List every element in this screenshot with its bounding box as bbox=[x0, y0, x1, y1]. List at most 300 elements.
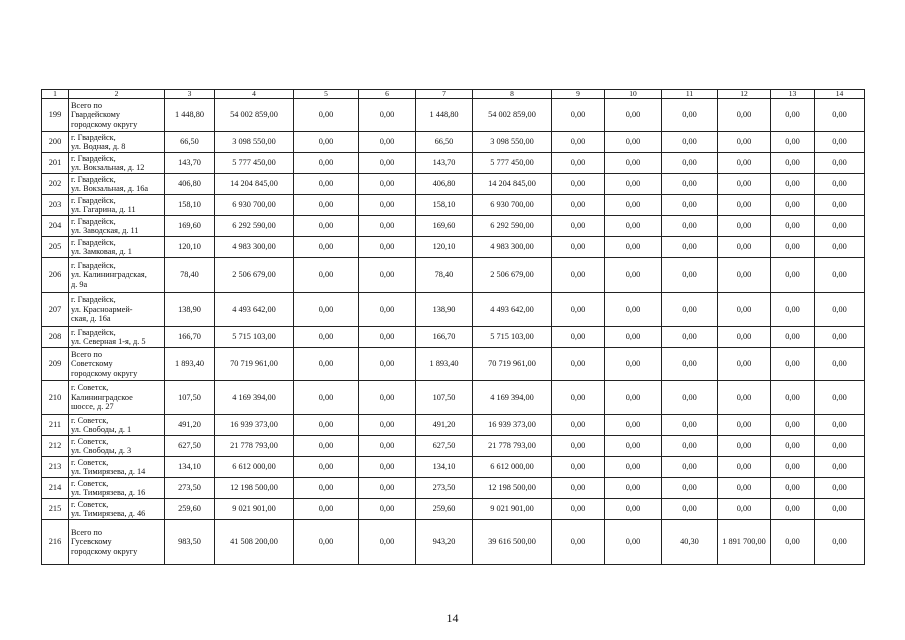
value-cell-c3: 273,50 bbox=[165, 478, 215, 499]
value-cell-c7: 169,60 bbox=[416, 216, 473, 237]
value-cell-c8: 4 493 642,00 bbox=[473, 293, 552, 327]
value-cell-c5: 0,00 bbox=[294, 499, 359, 520]
address-line: ул. Тимирязева, д. 16 bbox=[71, 488, 146, 497]
value-cell-c14: 0,00 bbox=[815, 174, 865, 195]
value-cell-c14: 0,00 bbox=[815, 153, 865, 174]
value-cell-c5: 0,00 bbox=[294, 327, 359, 348]
address-line: ул. Заводская, д. 11 bbox=[71, 226, 139, 235]
value-cell-c11: 40,30 bbox=[662, 520, 718, 565]
value-cell-c3: 120,10 bbox=[165, 237, 215, 258]
table-row bbox=[42, 195, 865, 216]
value-cell-c3: 1 893,40 bbox=[165, 348, 215, 381]
value-cell-c6: 0,00 bbox=[359, 499, 416, 520]
value-cell-c6: 0,00 bbox=[359, 153, 416, 174]
value-cell-c7: 1 893,40 bbox=[416, 348, 473, 381]
value-cell-c12: 0,00 bbox=[718, 216, 771, 237]
value-cell-c11: 0,00 bbox=[662, 457, 718, 478]
value-cell-c12: 0,00 bbox=[718, 327, 771, 348]
value-cell-c14: 0,00 bbox=[815, 327, 865, 348]
value-cell-c12: 0,00 bbox=[718, 174, 771, 195]
value-cell-c3: 134,10 bbox=[165, 457, 215, 478]
value-cell-c12: 1 891 700,00 bbox=[718, 520, 771, 565]
value-cell-c10: 0,00 bbox=[605, 436, 662, 457]
value-cell-c10: 0,00 bbox=[605, 478, 662, 499]
value-cell-c10: 0,00 bbox=[605, 258, 662, 293]
address-cell bbox=[69, 415, 165, 436]
value-cell-c10: 0,00 bbox=[605, 132, 662, 153]
table-row bbox=[42, 216, 865, 237]
value-cell-c5: 0,00 bbox=[294, 478, 359, 499]
row-number-cell: 216 bbox=[42, 520, 69, 565]
value-cell-c9: 0,00 bbox=[552, 216, 605, 237]
column-header: 13 bbox=[771, 90, 815, 99]
column-header: 3 bbox=[165, 90, 215, 99]
value-cell-c13: 0,00 bbox=[771, 237, 815, 258]
value-cell-c13: 0,00 bbox=[771, 499, 815, 520]
value-cell-c8: 5 777 450,00 bbox=[473, 153, 552, 174]
value-cell-c14: 0,00 bbox=[815, 237, 865, 258]
value-cell-c4: 14 204 845,00 bbox=[215, 174, 294, 195]
address-line: ул. Гагарина, д. 11 bbox=[71, 205, 136, 214]
address-line: ул. Свободы, д. 3 bbox=[71, 446, 132, 455]
value-cell-c7: 138,90 bbox=[416, 293, 473, 327]
value-cell-c6: 0,00 bbox=[359, 436, 416, 457]
value-cell-c8: 12 198 500,00 bbox=[473, 478, 552, 499]
value-cell-c6: 0,00 bbox=[359, 415, 416, 436]
address-line: ул. Калининградская, bbox=[71, 270, 147, 280]
address-cell bbox=[69, 258, 165, 293]
value-cell-c4: 70 719 961,00 bbox=[215, 348, 294, 381]
value-cell-c7: 166,70 bbox=[416, 327, 473, 348]
column-header: 4 bbox=[215, 90, 294, 99]
address-cell bbox=[69, 216, 165, 237]
value-cell-c6: 0,00 bbox=[359, 478, 416, 499]
value-cell-c7: 78,40 bbox=[416, 258, 473, 293]
value-cell-c9: 0,00 bbox=[552, 327, 605, 348]
row-number-cell: 208 bbox=[42, 327, 69, 348]
value-cell-c10: 0,00 bbox=[605, 381, 662, 415]
value-cell-c12: 0,00 bbox=[718, 195, 771, 216]
value-cell-c12: 0,00 bbox=[718, 293, 771, 327]
value-cell-c6: 0,00 bbox=[359, 174, 416, 195]
value-cell-c4: 54 002 859,00 bbox=[215, 99, 294, 132]
table-row bbox=[42, 237, 865, 258]
value-cell-c3: 158,10 bbox=[165, 195, 215, 216]
row-number-cell: 202 bbox=[42, 174, 69, 195]
value-cell-c12: 0,00 bbox=[718, 381, 771, 415]
value-cell-c13: 0,00 bbox=[771, 348, 815, 381]
value-cell-c11: 0,00 bbox=[662, 436, 718, 457]
value-cell-c4: 4 983 300,00 bbox=[215, 237, 294, 258]
value-cell-c5: 0,00 bbox=[294, 457, 359, 478]
value-cell-c11: 0,00 bbox=[662, 293, 718, 327]
table-row bbox=[42, 258, 865, 293]
value-cell-c11: 0,00 bbox=[662, 381, 718, 415]
value-cell-c9: 0,00 bbox=[552, 436, 605, 457]
value-cell-c14: 0,00 bbox=[815, 132, 865, 153]
value-cell-c12: 0,00 bbox=[718, 153, 771, 174]
value-cell-c9: 0,00 bbox=[552, 132, 605, 153]
value-cell-c6: 0,00 bbox=[359, 520, 416, 565]
address-cell bbox=[69, 436, 165, 457]
value-cell-c11: 0,00 bbox=[662, 195, 718, 216]
table-row bbox=[42, 327, 865, 348]
value-cell-c14: 0,00 bbox=[815, 258, 865, 293]
address-cell bbox=[69, 381, 165, 415]
value-cell-c5: 0,00 bbox=[294, 216, 359, 237]
address-cell bbox=[69, 327, 165, 348]
value-cell-c14: 0,00 bbox=[815, 293, 865, 327]
address-line: Гусевскому bbox=[71, 537, 112, 547]
address-line: ул. Вокзальная, д. 12 bbox=[71, 163, 145, 172]
value-cell-c4: 5 777 450,00 bbox=[215, 153, 294, 174]
value-cell-c4: 9 021 901,00 bbox=[215, 499, 294, 520]
value-cell-c7: 627,50 bbox=[416, 436, 473, 457]
value-cell-c8: 5 715 103,00 bbox=[473, 327, 552, 348]
column-header: 1 bbox=[42, 90, 69, 99]
value-cell-c10: 0,00 bbox=[605, 216, 662, 237]
value-cell-c7: 273,50 bbox=[416, 478, 473, 499]
value-cell-c10: 0,00 bbox=[605, 499, 662, 520]
value-cell-c5: 0,00 bbox=[294, 99, 359, 132]
value-cell-c9: 0,00 bbox=[552, 415, 605, 436]
value-cell-c6: 0,00 bbox=[359, 237, 416, 258]
value-cell-c11: 0,00 bbox=[662, 153, 718, 174]
value-cell-c6: 0,00 bbox=[359, 327, 416, 348]
value-cell-c3: 66,50 bbox=[165, 132, 215, 153]
address-line: г. Гвардейск, bbox=[71, 295, 116, 305]
value-cell-c5: 0,00 bbox=[294, 258, 359, 293]
value-cell-c5: 0,00 bbox=[294, 153, 359, 174]
value-cell-c9: 0,00 bbox=[552, 520, 605, 565]
column-header: 14 bbox=[815, 90, 865, 99]
address-line: Всего по bbox=[71, 349, 103, 359]
column-number-row bbox=[42, 90, 865, 99]
address-cell bbox=[69, 457, 165, 478]
column-header: 5 bbox=[294, 90, 359, 99]
value-cell-c6: 0,00 bbox=[359, 216, 416, 237]
value-cell-c8: 6 930 700,00 bbox=[473, 195, 552, 216]
value-cell-c5: 0,00 bbox=[294, 195, 359, 216]
value-cell-c13: 0,00 bbox=[771, 99, 815, 132]
value-cell-c10: 0,00 bbox=[605, 153, 662, 174]
value-cell-c11: 0,00 bbox=[662, 415, 718, 436]
value-cell-c3: 107,50 bbox=[165, 381, 215, 415]
value-cell-c11: 0,00 bbox=[662, 478, 718, 499]
address-line: г. Советск, bbox=[71, 436, 109, 446]
value-cell-c13: 0,00 bbox=[771, 216, 815, 237]
address-cell bbox=[69, 237, 165, 258]
value-cell-c10: 0,00 bbox=[605, 415, 662, 436]
value-cell-c7: 107,50 bbox=[416, 381, 473, 415]
value-cell-c9: 0,00 bbox=[552, 153, 605, 174]
value-cell-c8: 4 169 394,00 bbox=[473, 381, 552, 415]
value-cell-c12: 0,00 bbox=[718, 258, 771, 293]
value-cell-c5: 0,00 bbox=[294, 237, 359, 258]
value-cell-c3: 983,50 bbox=[165, 520, 215, 565]
value-cell-c10: 0,00 bbox=[605, 237, 662, 258]
value-cell-c14: 0,00 bbox=[815, 457, 865, 478]
value-cell-c9: 0,00 bbox=[552, 478, 605, 499]
column-header: 10 bbox=[605, 90, 662, 99]
row-number-cell: 200 bbox=[42, 132, 69, 153]
value-cell-c12: 0,00 bbox=[718, 436, 771, 457]
table-row bbox=[42, 153, 865, 174]
value-cell-c9: 0,00 bbox=[552, 348, 605, 381]
value-cell-c3: 143,70 bbox=[165, 153, 215, 174]
value-cell-c5: 0,00 bbox=[294, 293, 359, 327]
value-cell-c14: 0,00 bbox=[815, 478, 865, 499]
row-number-cell: 214 bbox=[42, 478, 69, 499]
address-line: Гвардейскому bbox=[71, 110, 121, 120]
table-row bbox=[42, 99, 865, 132]
address-line: г. Гвардейск, bbox=[71, 260, 116, 270]
value-cell-c3: 627,50 bbox=[165, 436, 215, 457]
value-cell-c11: 0,00 bbox=[662, 174, 718, 195]
address-line: г. Советск, bbox=[71, 457, 109, 467]
value-cell-c13: 0,00 bbox=[771, 293, 815, 327]
address-line: городскому округу bbox=[71, 546, 138, 556]
address-line: Всего по bbox=[71, 527, 103, 537]
address-line: ул. Тимирязева, д. 14 bbox=[71, 467, 146, 476]
value-cell-c6: 0,00 bbox=[359, 457, 416, 478]
value-cell-c6: 0,00 bbox=[359, 132, 416, 153]
value-cell-c4: 2 506 679,00 bbox=[215, 258, 294, 293]
value-cell-c12: 0,00 bbox=[718, 99, 771, 132]
column-header: 9 bbox=[552, 90, 605, 99]
value-cell-c8: 16 939 373,00 bbox=[473, 415, 552, 436]
address-cell bbox=[69, 348, 165, 381]
table-row bbox=[42, 348, 865, 381]
address-line: г. Гвардейск, bbox=[71, 237, 116, 247]
value-cell-c7: 120,10 bbox=[416, 237, 473, 258]
value-cell-c13: 0,00 bbox=[771, 327, 815, 348]
value-cell-c8: 70 719 961,00 bbox=[473, 348, 552, 381]
address-line: ул. Северная 1-я, д. 5 bbox=[71, 337, 146, 346]
table-row bbox=[42, 174, 865, 195]
value-cell-c6: 0,00 bbox=[359, 99, 416, 132]
table-row bbox=[42, 132, 865, 153]
value-cell-c4: 16 939 373,00 bbox=[215, 415, 294, 436]
value-cell-c5: 0,00 bbox=[294, 381, 359, 415]
row-number-cell: 209 bbox=[42, 348, 69, 381]
address-line: городскому округу bbox=[71, 368, 138, 378]
value-cell-c4: 12 198 500,00 bbox=[215, 478, 294, 499]
value-cell-c11: 0,00 bbox=[662, 216, 718, 237]
value-cell-c13: 0,00 bbox=[771, 132, 815, 153]
table-row bbox=[42, 381, 865, 415]
value-cell-c13: 0,00 bbox=[771, 258, 815, 293]
address-cell bbox=[69, 499, 165, 520]
value-cell-c6: 0,00 bbox=[359, 381, 416, 415]
value-cell-c5: 0,00 bbox=[294, 348, 359, 381]
address-cell bbox=[69, 174, 165, 195]
address-line: ул. Замковая, д. 1 bbox=[71, 247, 132, 256]
table-row bbox=[42, 457, 865, 478]
value-cell-c10: 0,00 bbox=[605, 520, 662, 565]
value-cell-c10: 0,00 bbox=[605, 195, 662, 216]
row-number-cell: 201 bbox=[42, 153, 69, 174]
address-line: г. Советск, bbox=[71, 499, 109, 509]
value-cell-c10: 0,00 bbox=[605, 99, 662, 132]
value-cell-c3: 138,90 bbox=[165, 293, 215, 327]
register-table bbox=[41, 89, 865, 565]
column-header: 6 bbox=[359, 90, 416, 99]
row-number-cell: 210 bbox=[42, 381, 69, 415]
value-cell-c7: 134,10 bbox=[416, 457, 473, 478]
address-line: г. Гвардейск, bbox=[71, 216, 116, 226]
row-number-cell: 206 bbox=[42, 258, 69, 293]
row-number-cell: 205 bbox=[42, 237, 69, 258]
table-row bbox=[42, 415, 865, 436]
value-cell-c8: 21 778 793,00 bbox=[473, 436, 552, 457]
row-number-cell: 215 bbox=[42, 499, 69, 520]
value-cell-c10: 0,00 bbox=[605, 457, 662, 478]
value-cell-c12: 0,00 bbox=[718, 478, 771, 499]
value-cell-c7: 143,70 bbox=[416, 153, 473, 174]
address-line: г. Гвардейск, bbox=[71, 153, 116, 163]
value-cell-c3: 166,70 bbox=[165, 327, 215, 348]
column-header: 2 bbox=[69, 90, 165, 99]
address-cell bbox=[69, 478, 165, 499]
value-cell-c10: 0,00 bbox=[605, 174, 662, 195]
table-body bbox=[42, 99, 865, 565]
value-cell-c8: 14 204 845,00 bbox=[473, 174, 552, 195]
value-cell-c14: 0,00 bbox=[815, 99, 865, 132]
value-cell-c6: 0,00 bbox=[359, 258, 416, 293]
value-cell-c3: 1 448,80 bbox=[165, 99, 215, 132]
column-header: 7 bbox=[416, 90, 473, 99]
value-cell-c8: 6 292 590,00 bbox=[473, 216, 552, 237]
address-line: шоссе, д. 27 bbox=[71, 402, 114, 412]
value-cell-c13: 0,00 bbox=[771, 153, 815, 174]
value-cell-c12: 0,00 bbox=[718, 348, 771, 381]
value-cell-c3: 78,40 bbox=[165, 258, 215, 293]
address-line: г. Гвардейск, bbox=[71, 132, 116, 142]
value-cell-c9: 0,00 bbox=[552, 293, 605, 327]
address-line: г. Гвардейск, bbox=[71, 327, 116, 337]
value-cell-c3: 406,80 bbox=[165, 174, 215, 195]
address-line: ул. Вокзальная, д. 16а bbox=[71, 184, 149, 193]
value-cell-c12: 0,00 bbox=[718, 415, 771, 436]
value-cell-c7: 158,10 bbox=[416, 195, 473, 216]
row-number-cell: 199 bbox=[42, 99, 69, 132]
value-cell-c6: 0,00 bbox=[359, 195, 416, 216]
value-cell-c8: 9 021 901,00 bbox=[473, 499, 552, 520]
address-cell bbox=[69, 99, 165, 132]
value-cell-c4: 5 715 103,00 bbox=[215, 327, 294, 348]
value-cell-c13: 0,00 bbox=[771, 478, 815, 499]
value-cell-c4: 4 493 642,00 bbox=[215, 293, 294, 327]
row-number-cell: 204 bbox=[42, 216, 69, 237]
value-cell-c11: 0,00 bbox=[662, 258, 718, 293]
table-row bbox=[42, 436, 865, 457]
value-cell-c8: 2 506 679,00 bbox=[473, 258, 552, 293]
value-cell-c12: 0,00 bbox=[718, 499, 771, 520]
address-line: д. 9а bbox=[71, 279, 88, 289]
value-cell-c9: 0,00 bbox=[552, 381, 605, 415]
row-number-cell: 213 bbox=[42, 457, 69, 478]
value-cell-c11: 0,00 bbox=[662, 499, 718, 520]
value-cell-c6: 0,00 bbox=[359, 293, 416, 327]
value-cell-c8: 39 616 500,00 bbox=[473, 520, 552, 565]
value-cell-c6: 0,00 bbox=[359, 348, 416, 381]
value-cell-c9: 0,00 bbox=[552, 258, 605, 293]
address-line: Калининградское bbox=[71, 392, 133, 402]
address-line: ул. Водная, д. 8 bbox=[71, 142, 126, 151]
address-line: Советскому bbox=[71, 359, 113, 369]
value-cell-c10: 0,00 bbox=[605, 327, 662, 348]
value-cell-c9: 0,00 bbox=[552, 99, 605, 132]
table-row bbox=[42, 499, 865, 520]
value-cell-c4: 6 612 000,00 bbox=[215, 457, 294, 478]
value-cell-c4: 3 098 550,00 bbox=[215, 132, 294, 153]
value-cell-c10: 0,00 bbox=[605, 293, 662, 327]
address-line: г. Советск, bbox=[71, 478, 109, 488]
address-line: ул. Свободы, д. 1 bbox=[71, 425, 132, 434]
value-cell-c14: 0,00 bbox=[815, 381, 865, 415]
value-cell-c14: 0,00 bbox=[815, 415, 865, 436]
value-cell-c7: 66,50 bbox=[416, 132, 473, 153]
address-line: г. Советск, bbox=[71, 415, 109, 425]
value-cell-c7: 491,20 bbox=[416, 415, 473, 436]
value-cell-c5: 0,00 bbox=[294, 132, 359, 153]
value-cell-c12: 0,00 bbox=[718, 237, 771, 258]
address-cell bbox=[69, 195, 165, 216]
value-cell-c8: 3 098 550,00 bbox=[473, 132, 552, 153]
value-cell-c4: 6 292 590,00 bbox=[215, 216, 294, 237]
value-cell-c7: 406,80 bbox=[416, 174, 473, 195]
value-cell-c7: 1 448,80 bbox=[416, 99, 473, 132]
value-cell-c13: 0,00 bbox=[771, 457, 815, 478]
address-cell bbox=[69, 293, 165, 327]
value-cell-c4: 21 778 793,00 bbox=[215, 436, 294, 457]
address-line: городскому округу bbox=[71, 119, 138, 129]
value-cell-c7: 943,20 bbox=[416, 520, 473, 565]
value-cell-c9: 0,00 bbox=[552, 457, 605, 478]
value-cell-c9: 0,00 bbox=[552, 237, 605, 258]
address-cell bbox=[69, 153, 165, 174]
address-line: ул. Красноармей- bbox=[71, 304, 133, 314]
address-line: ул. Тимирязева, д. 46 bbox=[71, 509, 146, 518]
row-number-cell: 211 bbox=[42, 415, 69, 436]
value-cell-c13: 0,00 bbox=[771, 520, 815, 565]
value-cell-c14: 0,00 bbox=[815, 499, 865, 520]
value-cell-c12: 0,00 bbox=[718, 457, 771, 478]
value-cell-c11: 0,00 bbox=[662, 327, 718, 348]
address-line: ская, д. 16а bbox=[71, 314, 111, 324]
value-cell-c10: 0,00 bbox=[605, 348, 662, 381]
row-number-cell: 207 bbox=[42, 293, 69, 327]
value-cell-c11: 0,00 bbox=[662, 237, 718, 258]
value-cell-c3: 259,60 bbox=[165, 499, 215, 520]
value-cell-c12: 0,00 bbox=[718, 132, 771, 153]
address-line: Всего по bbox=[71, 100, 103, 110]
page-number: 14 bbox=[446, 611, 459, 625]
address-line: г. Советск, bbox=[71, 383, 109, 393]
value-cell-c5: 0,00 bbox=[294, 520, 359, 565]
value-cell-c3: 491,20 bbox=[165, 415, 215, 436]
value-cell-c8: 6 612 000,00 bbox=[473, 457, 552, 478]
value-cell-c14: 0,00 bbox=[815, 520, 865, 565]
value-cell-c5: 0,00 bbox=[294, 174, 359, 195]
value-cell-c14: 0,00 bbox=[815, 436, 865, 457]
value-cell-c9: 0,00 bbox=[552, 499, 605, 520]
value-cell-c9: 0,00 bbox=[552, 195, 605, 216]
value-cell-c11: 0,00 bbox=[662, 348, 718, 381]
value-cell-c5: 0,00 bbox=[294, 415, 359, 436]
table-row bbox=[42, 293, 865, 327]
